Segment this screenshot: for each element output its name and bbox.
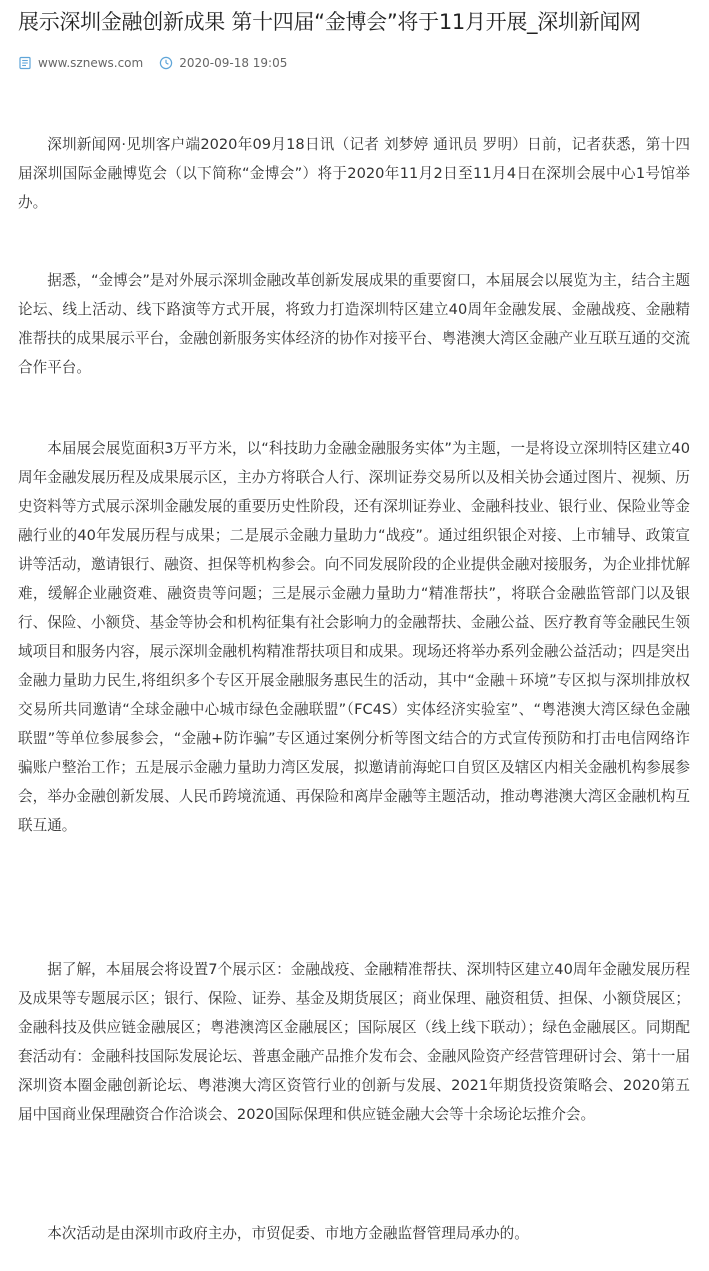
document-icon: [18, 56, 32, 70]
article-datetime: 2020-09-18 19:05: [179, 56, 288, 70]
article-paragraph: 本届展会展览面积3万平方米，以“科技助力金融金融服务实体”为主题，一是将设立深圳特区建立40周年金融发展历程及成果展示区，主办方将联合人行、深圳证券交易所以及相关协会通过图片、视频、历史资料等方式展示深圳金融发展的重要历史性阶段，还有深圳证券业、金融科技业、银行业、保险业等金融行业的40年发展历程与成果；二是展示金融力量助力“战疫”。通过组织银企对接、上市辅导、政策宣讲等活动，邀请银行、融资、担保等机构参会。向不同发展阶段的企业提供金融对接服务，为企业排忧解难，缓解企业融资难、融资贵等问题；三是展示金融力量助力“精准帮扶”，将联合金融监管部门以及银行、保险、小额贷、基金等协会和机构征集有社会影响力的金融帮扶、金融公益、医疗教育等金融民生领域项目和服务内容，展示深圳金融机构精准帮扶项目和成果。现场还将举办系列金融公益活动；四是突出金融力量助力民生,将组织多个专区开展金融服务惠民生的活动，其中“金融＋环境”专区拟与深圳排放权交易所共同邀请“全球金融中心城市绿色金融联盟”（FC4S）实体经济实验室”、“粤港澳大湾区绿色金融联盟”等单位参展参会，“金融+防诈骗”专区通过案例分析等图文结合的方式宣传预防和打击电信网络诈骗账户整治工作；五是展示金融力量助力湾区发展，拟邀请前海蛇口自贸区及辖区内相关金融机构参展参会，举办金融创新发展、人民币跨境流通、再保险和离岸金融等主题活动，推动粤港澳大湾区金融机构互联互通。: [18, 440, 690, 834]
article-paragraph: 深圳新闻网·见圳客户端2020年09月18日讯（记者 刘梦婷 通讯员 罗明）日前，记者获悉，第十四届深圳国际金融博览会（以下简称“金博会”）将于2020年11月2日至11月4日在深圳会展中心1号馆举办。: [18, 136, 690, 211]
article-paragraph: 据悉，“金博会”是对外展示深圳金融改革创新发展成果的重要窗口，本届展会以展览为主，结合主题论坛、线上活动、线下路演等方式开展，将致力打造深圳特区建立40周年金融发展、金融战疫、金融精准帮扶的成果展示平台，金融创新服务实体经济的协作对接平台、粤港澳大湾区金融产业互联互通的交流合作平台。: [18, 272, 690, 376]
article-source: www.sznews.com: [38, 56, 144, 70]
clock-icon: [159, 56, 173, 70]
article-paragraph: 据了解，本届展会将设置7个展示区：金融战疫、金融精准帮扶、深圳特区建立40周年金融发展历程及成果等专题展示区；银行、保险、证券、基金及期货展区；商业保理、融资租赁、担保、小额贷展区；金融科技及供应链金融展区；粤港澳湾区金融展区；国际展区（线上线下联动）；绿色金融展区。同期配套活动有：金融科技国际发展论坛、普惠金融产品推介发布会、金融风险资产经营管理研讨会、第十一届深圳资本圈金融创新论坛、粤港澳大湾区资管行业的创新与发展、2021年期货投资策略会、2020第五届中国商业保理融资合作洽谈会、2020国际保理和供应链金融大会等十余场论坛推介会。: [18, 961, 690, 1123]
page-title: 展示深圳金融创新成果 第十四届“金博会”将于11月开展_深圳新闻网: [18, 10, 641, 34]
article-paragraph: 本次活动是由深圳市政府主办，市贸促委、市地方金融监督管理局承办的。: [47, 1225, 529, 1242]
article-meta: [18, 54, 287, 72]
